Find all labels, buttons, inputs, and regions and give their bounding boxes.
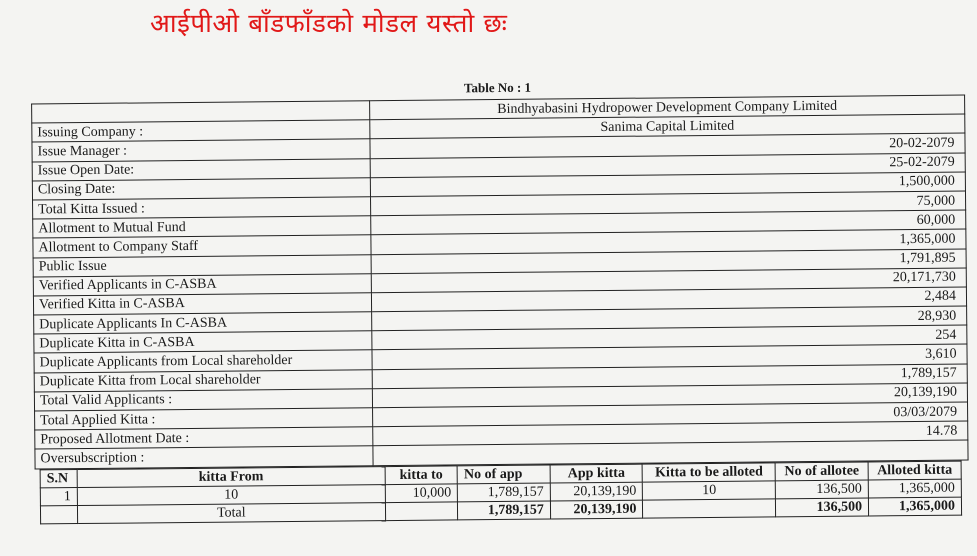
row-value: 03/03/2079: [373, 402, 968, 427]
cell-kitta-from: 10: [77, 485, 385, 506]
row-label: Total Applied Kitta :: [35, 408, 373, 430]
row-value: 254: [372, 325, 967, 350]
total-label: Total: [77, 503, 385, 524]
row-label: Public Issue: [33, 254, 371, 276]
row-value: 60,000: [371, 210, 966, 235]
company-name-cell: Bindhyabasini Hydropower Development Company Limited: [370, 95, 965, 120]
row-label: Issue Manager :: [32, 139, 370, 161]
row-label: Allotment to Company Staff: [33, 235, 371, 257]
row-value: 2,484: [371, 287, 966, 312]
cell-app-kitta: 20,139,190: [550, 482, 643, 501]
row-label: Total Valid Applicants :: [34, 389, 372, 411]
allotment-table: [40, 461, 962, 525]
row-label: Closing Date:: [32, 177, 370, 199]
cell-no-of-app: 1,789,157: [458, 483, 551, 502]
table-title: Table No : 1: [463, 79, 532, 96]
total-no-of-allotee: 136,500: [776, 498, 869, 517]
row-label: Proposed Allotment Date :: [35, 427, 373, 449]
cell-empty: [40, 506, 77, 524]
row-label: Oversubscription :: [35, 446, 373, 468]
row-label: Duplicate Applicants from Local shareholder: [34, 350, 372, 372]
row-label: Allotment to Mutual Fund: [33, 216, 371, 238]
row-value: 20,139,190: [372, 383, 967, 408]
issue-details-table: [31, 95, 968, 470]
col-header-kitta-to: kitta to: [385, 466, 458, 485]
row-value: 20,171,730: [371, 268, 966, 293]
col-header-app-kitta: App kitta: [550, 464, 643, 483]
row-value: 1,365,000: [371, 229, 966, 254]
col-header-kitta-alloted: Kitta to be alloted: [643, 463, 776, 482]
row-label: Duplicate Applicants In C-ASBA: [34, 312, 372, 334]
cell-sn: 1: [40, 488, 77, 506]
row-label: Duplicate Kitta in C-ASBA: [34, 331, 372, 353]
row-value: 75,000: [371, 191, 966, 216]
row-value: 14.78: [373, 421, 968, 446]
row-label: Issue Open Date:: [32, 158, 370, 180]
row-value: 1,791,895: [371, 249, 966, 274]
row-value: 1,500,000: [370, 172, 965, 197]
col-header-no-of-app: No of app: [457, 465, 550, 484]
row-label: Duplicate Kitta from Local shareholder: [34, 369, 372, 391]
cell-kitta-to: 10,000: [385, 484, 458, 503]
row-value: 3,610: [372, 344, 967, 369]
col-header-no-of-allotee: No of allotee: [775, 462, 868, 481]
total-no-of-app: 1,789,157: [458, 501, 551, 520]
row-label: Total Kitta Issued :: [33, 197, 371, 219]
total-app-kitta: 20,139,190: [550, 500, 643, 519]
row-value: 20-02-2079: [370, 133, 965, 158]
page-headline: आईपीओ बाँडफाँडको मोडल यस्तो छः: [150, 9, 508, 39]
col-header-kitta-from: kitta From: [77, 467, 385, 488]
cell-alloted-kitta: 1,365,000: [868, 479, 961, 498]
cell-no-of-allotee: 136,500: [775, 480, 868, 499]
col-header-alloted-kitta: Alloted kitta: [868, 461, 961, 480]
row-label: Verified Applicants in C-ASBA: [33, 273, 371, 295]
cell-empty: [385, 502, 458, 521]
row-value: 28,930: [372, 306, 967, 331]
total-alloted-kitta: 1,365,000: [868, 497, 961, 516]
row-value: 25-02-2079: [370, 153, 965, 178]
row-label: Verified Kitta in C-ASBA: [33, 293, 371, 315]
row-label: Issuing Company :: [32, 120, 370, 142]
row-value: Sanima Capital Limited: [370, 114, 965, 139]
cell-empty: [643, 499, 776, 518]
cell-kitta-alloted: 10: [643, 481, 776, 500]
col-header-sn: S.N: [40, 470, 77, 488]
row-value: 1,789,157: [372, 364, 967, 389]
